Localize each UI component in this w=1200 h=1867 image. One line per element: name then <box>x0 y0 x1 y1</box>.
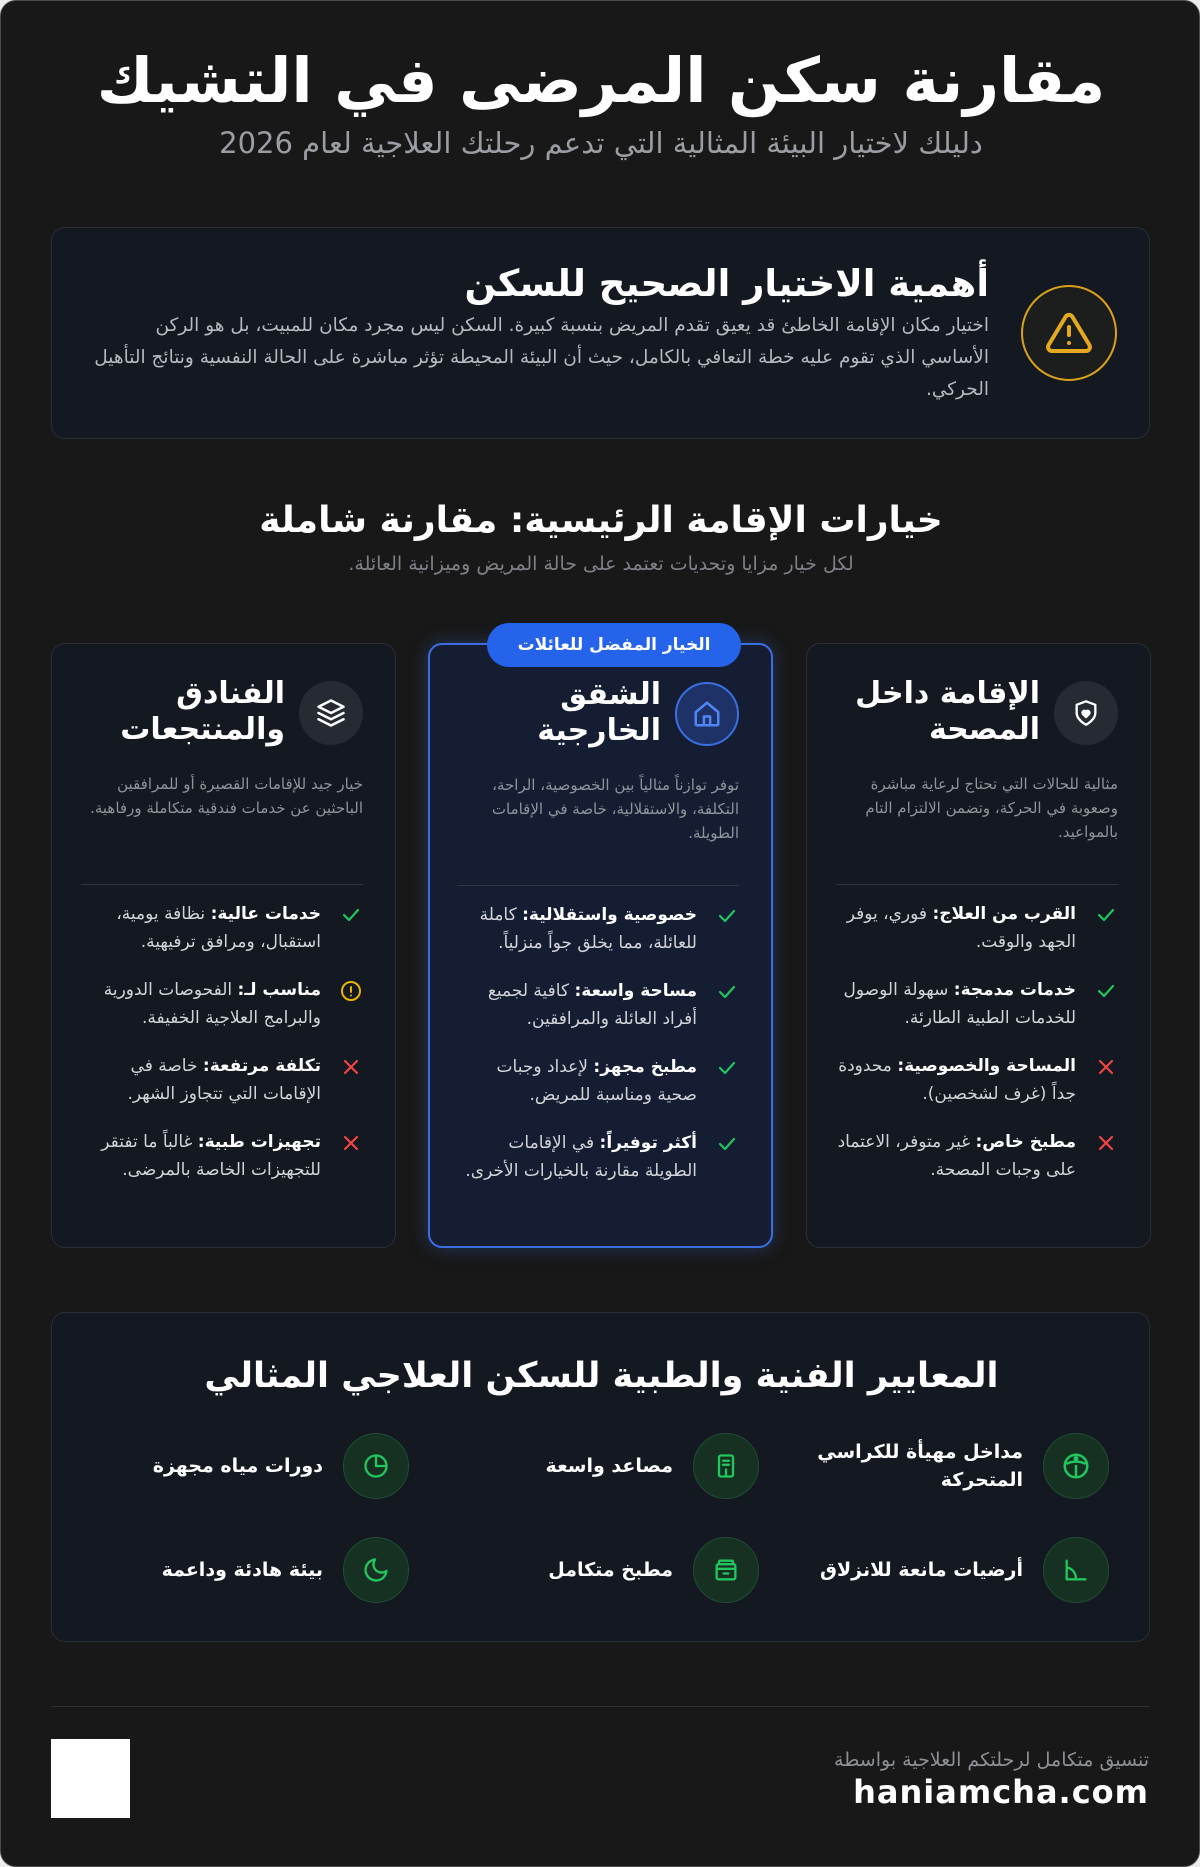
option-card-hotels <box>51 643 396 1248</box>
criteria-item <box>789 1433 1109 1499</box>
criteria-label: بيئة هادئة وداعمة <box>161 1559 323 1581</box>
feature-text: غالباً ما تفتقر للتجهيزات الخاصة بالمرضى. <box>101 1132 321 1180</box>
kitchen-icon <box>693 1537 759 1603</box>
importance-text: اختيار مكان الإقامة الخاطئ قد يعيق تقدم المريض بنسبة كبيرة. السكن ليس مجرد مكان للمبيت، بل هو الركن الأساسي الذي تقوم عليه خطة التعافي بالكامل، حيث أن البيئة المحيطة تؤثر مباشرة على الحالة النفسية ونتائج التأهيل الحركي. <box>94 315 989 400</box>
feature-item <box>457 901 739 957</box>
home-icon <box>675 682 739 746</box>
option-title: الفنادق والمنتجعات <box>120 676 285 747</box>
feature-item <box>836 1052 1118 1108</box>
option-description: توفر توازناً مثالياً بين الخصوصية، الراحة، التكلفة، والاستقلالية، خاصة في الإقامات الطويلة. <box>491 776 739 842</box>
options-section-title: خيارات الإقامة الرئيسية: مقارنة شاملة <box>259 500 943 541</box>
alert-circle-icon <box>339 979 363 1003</box>
qr-code-placeholder <box>51 1739 130 1818</box>
option-title: الإقامة داخل المصحة <box>855 676 1040 747</box>
divider <box>81 884 363 885</box>
check-icon <box>715 980 739 1004</box>
importance-title: أهمية الاختيار الصحيح للسكن <box>464 262 989 305</box>
feature-item <box>81 1128 363 1184</box>
feature-text: كاملة للعائلة، مما يخلق جواً منزلياً. <box>479 905 697 953</box>
options-section-subtitle: لكل خيار مزايا وتحديات تعتمد على حالة المريض وميزانية العائلة. <box>348 553 854 575</box>
feature-list <box>836 900 1118 1204</box>
importance-card <box>51 227 1150 439</box>
floor-icon <box>1043 1537 1109 1603</box>
page-title: مقارنة سكن المرضى في التشيك <box>96 44 1106 117</box>
criteria-label: مداخل مهيأة للكراسي المتحركة <box>817 1441 1023 1491</box>
feature-item <box>836 976 1118 1032</box>
criteria-label: مصاعد واسعة <box>545 1455 673 1477</box>
option-card-apartments <box>428 643 773 1248</box>
criteria-label: دورات مياه مجهزة <box>152 1455 323 1477</box>
feature-text: خاصة في الإقامات التي تتجاوز الشهر. <box>127 1056 321 1104</box>
shield-heart-icon <box>1054 681 1118 745</box>
feature-item <box>457 977 739 1033</box>
feature-title: القرب من العلاج: <box>932 904 1076 924</box>
criteria-item <box>89 1433 409 1499</box>
criteria-title: المعايير الفنية والطبية للسكن العلاجي المثالي <box>204 1356 999 1396</box>
cross-icon <box>1094 1131 1118 1155</box>
wheelchair-icon <box>1043 1433 1109 1499</box>
check-icon <box>715 1132 739 1156</box>
page-subtitle: دليلك لاختيار البيئة المثالية التي تدعم رحلتك العلاجية لعام 2026 <box>219 126 983 160</box>
layers-icon <box>299 681 363 745</box>
feature-item <box>81 900 363 956</box>
feature-title: تكلفة مرتفعة: <box>202 1056 321 1076</box>
feature-item <box>836 1128 1118 1184</box>
criteria-card <box>51 1312 1150 1642</box>
feature-title: مطبخ خاص: <box>975 1132 1076 1152</box>
feature-title: خصوصية واستقلالية: <box>522 905 697 925</box>
check-icon <box>1094 903 1118 927</box>
footer-site-link[interactable]: haniamcha.com <box>853 1773 1149 1811</box>
criteria-label: مطبخ متكامل <box>548 1559 673 1581</box>
criteria-item <box>89 1537 409 1603</box>
feature-title: المساحة والخصوصية: <box>897 1056 1076 1076</box>
feature-text: سهولة الوصول للخدمات الطبية الطارئة. <box>843 980 1076 1028</box>
check-icon <box>715 1056 739 1080</box>
option-card-clinic <box>806 643 1151 1248</box>
footer-divider <box>51 1706 1150 1707</box>
cross-icon <box>1094 1055 1118 1079</box>
footer-caption: تنسيق متكامل لرحلتكم العلاجية بواسطة <box>834 1749 1149 1771</box>
elevator-icon <box>693 1433 759 1499</box>
feature-item <box>81 1052 363 1108</box>
cross-icon <box>339 1131 363 1155</box>
feature-title: أكثر توفيراً: <box>599 1133 697 1153</box>
feature-title: تجهيزات طبية: <box>197 1132 321 1152</box>
warning-icon <box>1021 285 1117 381</box>
option-description: مثالية للحالات التي تحتاج لرعاية مباشرة وصعوبة في الحركة، وتضمن الالتزام التام بالمواعيد. <box>865 775 1118 841</box>
preferred-badge: الخيار المفضل للعائلات <box>487 623 741 667</box>
feature-text: الفحوصات الدورية والبرامج العلاجية الخفيفة. <box>103 980 321 1028</box>
check-icon <box>715 904 739 928</box>
feature-title: خدمات عالية: <box>210 904 321 924</box>
criteria-item <box>789 1537 1109 1603</box>
feature-text: محدودة جداً (غرف لشخصين). <box>838 1056 1076 1104</box>
option-title: الشقق الخارجية <box>537 677 661 748</box>
feature-text: غير متوفر، الاعتماد على وجبات المصحة. <box>837 1132 1076 1180</box>
feature-title: مساحة واسعة: <box>574 981 697 1001</box>
feature-text: لإعداد وجبات صحية ومناسبة للمريض. <box>496 1057 697 1105</box>
check-icon <box>339 903 363 927</box>
moon-icon <box>343 1537 409 1603</box>
feature-text: نظافة يومية، استقبال، ومرافق ترفيهية. <box>116 904 321 952</box>
criteria-item <box>439 1537 759 1603</box>
feature-list <box>457 901 739 1205</box>
divider <box>457 885 739 886</box>
bathroom-icon <box>343 1433 409 1499</box>
cross-icon <box>339 1055 363 1079</box>
divider <box>836 884 1118 885</box>
feature-item <box>457 1129 739 1185</box>
feature-title: خدمات مدمجة: <box>953 980 1076 1000</box>
feature-item <box>457 1053 739 1109</box>
feature-text: كافية لجميع أفراد العائلة والمرافقين. <box>487 981 697 1029</box>
check-icon <box>1094 979 1118 1003</box>
feature-text: فوري، يوفر الجهد والوقت. <box>846 904 1076 952</box>
feature-title: مطبخ مجهز: <box>593 1057 697 1077</box>
feature-item <box>81 976 363 1032</box>
criteria-item <box>439 1433 759 1499</box>
option-description: خيار جيد للإقامات القصيرة أو للمرافقين الباحثين عن خدمات فندقية متكاملة ورفاهية. <box>90 775 363 817</box>
feature-item <box>836 900 1118 956</box>
feature-title: مناسب لـ: <box>237 980 321 1000</box>
criteria-label: أرضيات مانعة للانزلاق <box>820 1559 1023 1581</box>
feature-text: في الإقامات الطويلة مقارنة بالخيارات الأخرى. <box>465 1133 697 1181</box>
feature-list <box>81 900 363 1204</box>
